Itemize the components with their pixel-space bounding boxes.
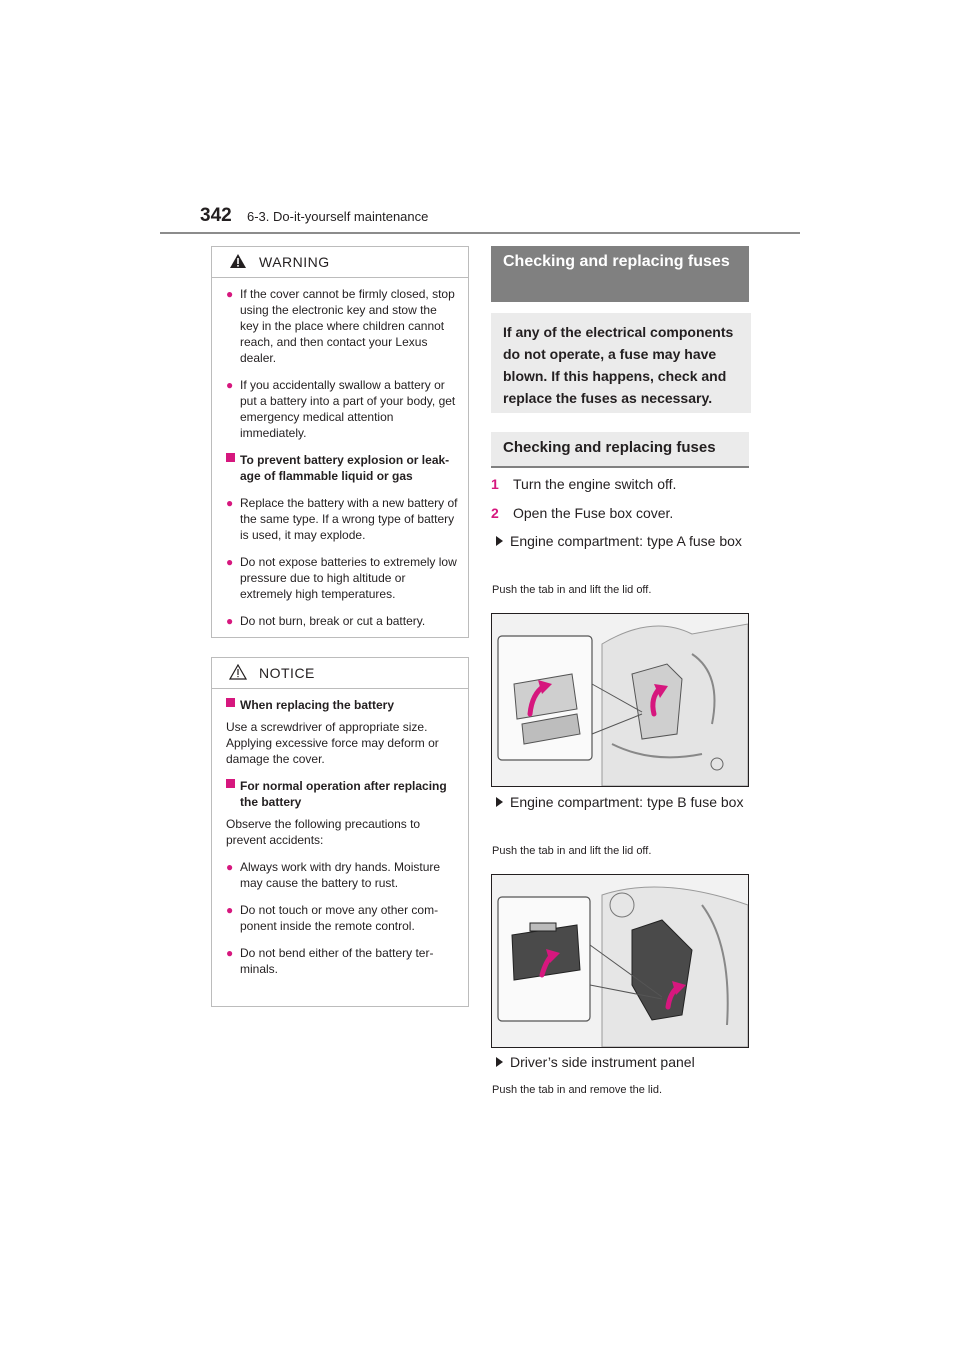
location-type-a: Engine compartment: type A fuse box: [496, 531, 746, 552]
bullet-icon: ●: [226, 860, 234, 874]
location-type-b: Engine compartment: type B fuse box: [496, 792, 746, 813]
fuse-box-b-illustration: [491, 874, 749, 1048]
warning-item: ● If you accidentally swallow a battery or put a battery into a part of your body, get emergency medical attention immediately.: [226, 378, 456, 440]
warning-item: ● If the cover cannot be firmly closed, stop using the electronic key and stow the key in the place where children cannot reach, and then contact your Lexus dealer.: [226, 287, 455, 365]
square-bullet-icon: [226, 779, 235, 788]
section-title: Checking and replacing fuses: [491, 246, 749, 302]
page-number: 342: [200, 205, 232, 226]
warning-box: [211, 246, 469, 638]
warning-triangle-icon: [229, 253, 247, 272]
notice-item: ● Always work with dry hands. Moisture may cause the battery to rust.: [226, 860, 441, 890]
subsection-heading: Checking and replacing fuses: [491, 432, 749, 468]
notice-title-bar: [212, 658, 468, 689]
warning-title-bar: [212, 247, 468, 278]
page-header: [200, 205, 800, 235]
chapter-title: 6-3. Do-it-yourself maintenance: [247, 209, 429, 224]
notice-item: ● Do not touch or move any other com- ponent inside the remote control.: [226, 903, 439, 933]
bullet-icon: ●: [226, 496, 234, 510]
warning-subheading: To prevent battery explosion or leak- age of flammable liquid or gas: [226, 452, 458, 484]
warning-title: WARNING: [259, 254, 330, 270]
bullet-icon: ●: [226, 614, 234, 628]
section-intro: If any of the electrical components do not operate, a fuse may have blown. If this happens, check and replace the fuses as necessary.: [491, 313, 751, 413]
square-bullet-icon: [226, 453, 235, 462]
notice-subheading: For normal operation after replacing the battery: [226, 778, 458, 810]
square-bullet-icon: [226, 698, 235, 707]
triangle-bullet-icon: [496, 1057, 503, 1067]
step-1: 1 Turn the engine switch off.: [491, 476, 677, 492]
notice-paragraph: Observe the following precautions to prevent accidents:: [226, 817, 421, 847]
triangle-bullet-icon: [496, 797, 503, 807]
caption-type-a: Push the tab in and lift the lid off.: [492, 584, 652, 596]
notice-paragraph: Use a screwdriver of appropriate size. Applying excessive force may deform or damage the cover.: [226, 720, 439, 766]
notice-triangle-icon: [229, 664, 247, 683]
notice-subheading: When replacing the battery: [226, 697, 458, 713]
notice-item: ● Do not bend either of the battery ter- minals.: [226, 946, 434, 976]
header-divider: [160, 232, 800, 234]
bullet-icon: ●: [226, 287, 234, 301]
step-2: 2 Open the Fuse box cover.: [491, 505, 674, 521]
bullet-icon: ●: [226, 378, 234, 392]
bullet-icon: ●: [226, 903, 234, 917]
caption-instrument-panel: Push the tab in and remove the lid.: [492, 1084, 662, 1096]
triangle-bullet-icon: [496, 536, 503, 546]
notice-box: [211, 657, 469, 1007]
warning-item: ● Do not expose batteries to extremely low pressure due to high altitude or extremely high temperatures.: [226, 555, 457, 601]
notice-title: NOTICE: [259, 665, 315, 681]
fuse-box-a-illustration: [491, 613, 749, 787]
bullet-icon: ●: [226, 946, 234, 960]
caption-type-b: Push the tab in and lift the lid off.: [492, 845, 652, 857]
bullet-icon: ●: [226, 555, 234, 569]
warning-item: ● Replace the battery with a new battery of the same type. If a wrong type of battery is used, it may explode.: [226, 496, 458, 542]
location-instrument-panel: Driver’s side instrument panel: [496, 1052, 746, 1073]
warning-item: ● Do not burn, break or cut a battery.: [226, 614, 426, 628]
